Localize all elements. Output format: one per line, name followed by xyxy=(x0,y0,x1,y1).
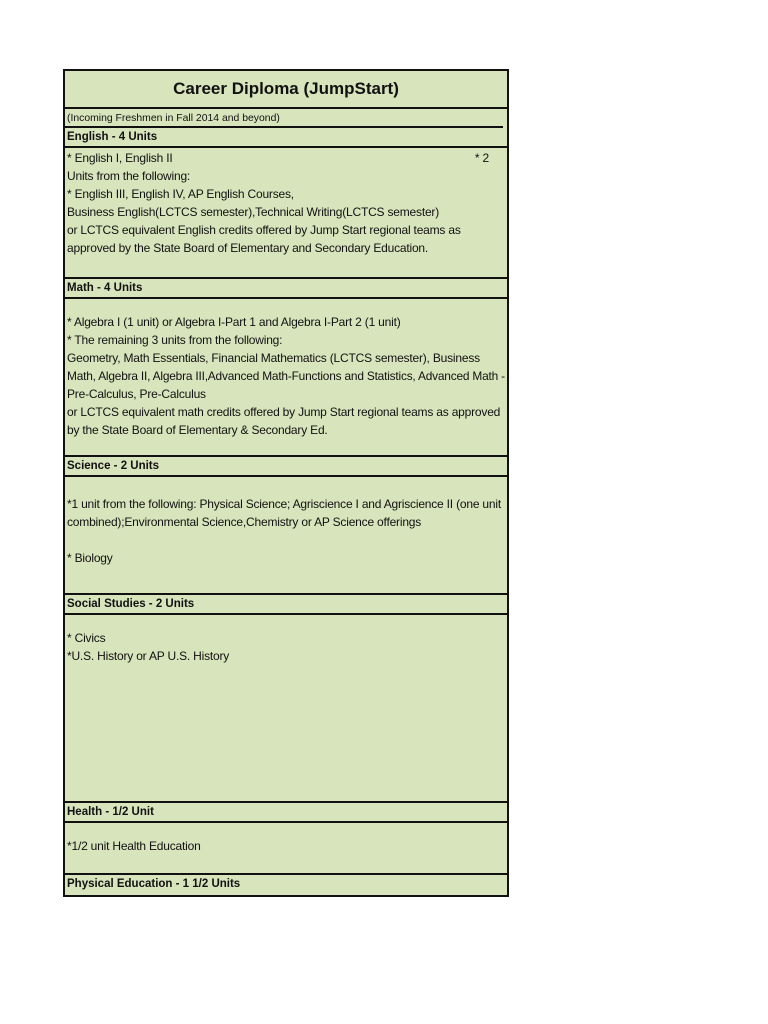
science-heading: Science - 2 Units xyxy=(65,457,507,477)
social-studies-heading: Social Studies - 2 Units xyxy=(65,595,507,615)
social-studies-line-2: *U.S. History or AP U.S. History xyxy=(67,649,230,663)
english-body xyxy=(65,148,507,279)
math-body xyxy=(65,299,507,457)
english-line-5: or LCTCS equivalent English credits offered by Jump Start regional teams as xyxy=(67,223,461,237)
social-studies-body xyxy=(65,615,507,803)
health-line-1: *1/2 unit Health Education xyxy=(67,839,201,853)
math-line-4: Math, Algebra II, Algebra III,Advanced Math-Functions and Statistics, Advanced Math - xyxy=(67,369,505,383)
science-line-3: * Biology xyxy=(67,551,113,565)
math-line-3: Geometry, Math Essentials, Financial Mathematics (LCTCS semester), Business xyxy=(67,351,480,365)
science-body xyxy=(65,477,507,595)
science-line-2: combined);Environmental Science,Chemistry or AP Science offerings xyxy=(67,515,422,529)
english-line-3: * English III, English IV, AP English Courses, xyxy=(67,187,294,201)
science-line-1: *1 unit from the following: Physical Science; Agriscience I and Agriscience II (one unit xyxy=(67,497,501,511)
social-studies-line-1: * Civics xyxy=(67,631,106,645)
physical-education-heading: Physical Education - 1 1/2 Units xyxy=(67,878,241,890)
math-line-2: * The remaining 3 units from the following: xyxy=(67,333,283,347)
math-line-1: * Algebra I (1 unit) or Algebra I-Part 1 and Algebra I-Part 2 (1 unit) xyxy=(67,315,401,329)
table-title: Career Diploma (JumpStart) xyxy=(65,71,507,109)
math-line-6: or LCTCS equivalent math credits offered by Jump Start regional teams as approved xyxy=(67,405,501,419)
english-line-2: Units from the following: xyxy=(67,169,191,183)
math-heading: Math - 4 Units xyxy=(65,279,507,299)
english-line-4: Business English(LCTCS semester),Technical Writing(LCTCS semester) xyxy=(67,205,440,219)
diploma-table xyxy=(63,69,509,897)
math-line-5: Pre-Calculus, Pre-Calculus xyxy=(67,387,206,401)
health-body xyxy=(65,823,507,875)
english-heading: English - 4 Units xyxy=(65,128,507,148)
health-heading: Health - 1/2 Unit xyxy=(65,803,507,823)
math-line-7: by the State Board of Elementary & Secondary Ed. xyxy=(67,423,328,437)
english-note: * 2 xyxy=(474,151,489,165)
english-line-1-text: * English I, English II xyxy=(67,151,173,165)
spacer xyxy=(67,531,505,549)
english-line-1 xyxy=(67,149,505,167)
english-line-6: approved by the State Board of Elementary and Secondary Education. xyxy=(67,241,429,255)
table-subtitle: (Incoming Freshmen in Fall 2014 and beyond) xyxy=(65,109,503,128)
